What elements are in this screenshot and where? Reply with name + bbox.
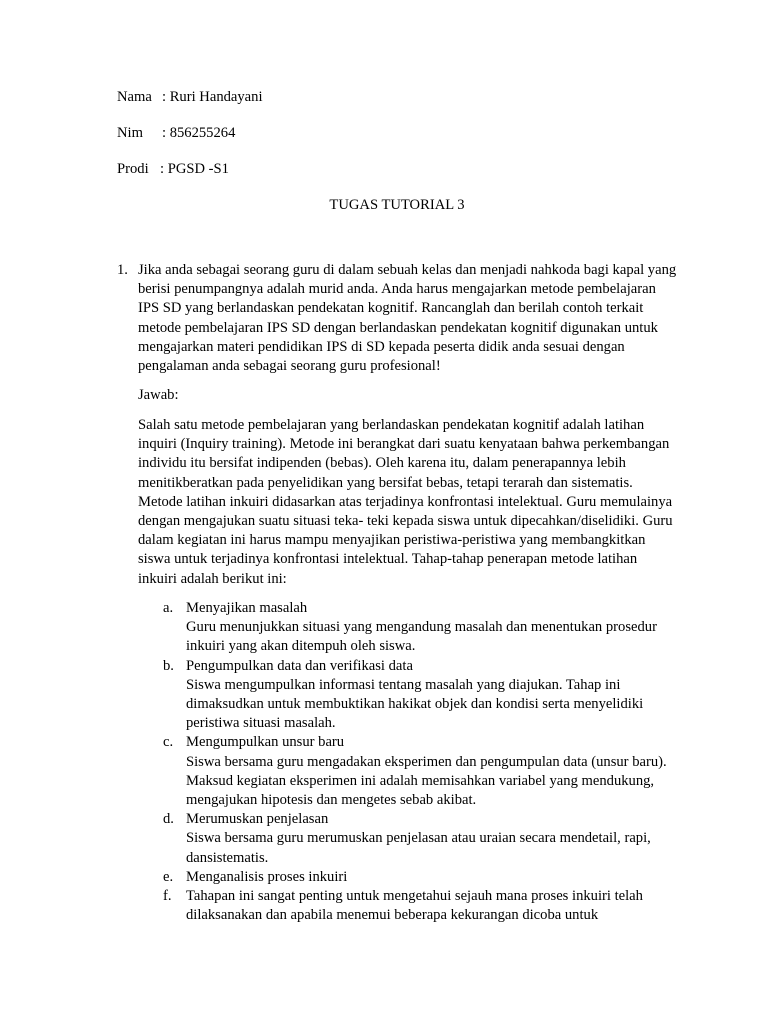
- list-marker: d.: [163, 811, 174, 828]
- list-marker: c.: [163, 734, 174, 751]
- list-marker: e.: [163, 868, 174, 885]
- list-item-title: Pengumpulkan data dan verifikasi data: [186, 657, 413, 674]
- prodi-value: : PGSD -S1: [160, 161, 229, 177]
- list-item-title: Merumuskan penjelasan: [186, 811, 329, 828]
- list-item-title: Menganalisis proses inkuiri: [186, 868, 348, 885]
- name-line: [117, 88, 263, 108]
- list-item-desc: Siswa bersama guru merumuskan penjelasan atau uraian secara mendetail, rapi, dansistematis.: [186, 830, 651, 866]
- list-item-desc: Siswa bersama guru mengadakan eksperimen dan pengumpulan data (unsur baru). Maksud kegiatan eksperimen ini adalah memisahkan variabel yang mendukung, mengajukan hipotesis dan mengetes sebab akibat.: [186, 753, 667, 809]
- list-item: [163, 868, 683, 887]
- nim-value: : 856255264: [162, 125, 236, 141]
- prodi-label: Prodi: [117, 161, 149, 177]
- list-item-title: Tahapan ini sangat penting untuk mengetahui sejauh mana proses inkuiri telah dilaksanakan dan apabila menemui beberapa kekurangan dicoba untuk: [186, 888, 643, 924]
- question-number: 1.: [117, 262, 128, 278]
- list-item: [163, 599, 683, 657]
- list-item-desc: Siswa mengumpulkan informasi tentang masalah yang diajukan. Tahap ini dimaksudkan untuk membuktikan hakikat objek dan kondisi serta menyelidiki peristiwa situasi masalah.: [186, 676, 644, 732]
- list-item: [163, 810, 683, 868]
- name-value: : Ruri Handayani: [162, 89, 263, 105]
- list-marker: b.: [163, 657, 174, 674]
- list-item-title: Menyajikan masalah: [186, 600, 308, 616]
- answer-label: Jawab:: [138, 387, 179, 403]
- name-label: Nama: [117, 89, 152, 105]
- document-title: TUGAS TUTORIAL 3: [329, 197, 465, 213]
- steps-list: [163, 599, 683, 925]
- answer-paragraph: Salah satu metode pembelajaran yang berlandaskan pendekatan kognitif adalah latihan inquiri (Inquiry training). Metode ini berangkat dari suatu kenyataan bahwa perkembangan individu itu bersifat indipenden (bebas). Oleh karena itu, dalam penerapannya lebih menitikberatkan pada penyelidikan yang bersifat bebas, tetapi terarah dan sistematis. Metode latihan inkuiri didasarkan atas terjadinya konfrontasi intelektual. Guru memulainya dengan mengajukan suatu situasi teka- teki kepada siswa untuk dipecahkan/diselidiki. Guru dalam kegiatan ini harus mampu menyajikan peristiwa-peristiwa yang membangkitkan siswa untuk terjadinya konfrontasi intelektual. Tahap-tahap penerapan metode latihan inkuiri adalah berikut ini:: [138, 417, 673, 587]
- list-marker: f.: [163, 888, 172, 905]
- list-item-desc: Guru menunjukkan situasi yang mengandung masalah dan menentukan prosedur inkuiri yang akan ditempuh oleh siswa.: [186, 619, 657, 655]
- list-marker: a.: [163, 600, 174, 616]
- list-item-title: Mengumpulkan unsur baru: [186, 734, 345, 751]
- list-item: [163, 887, 683, 925]
- prodi-line: [117, 160, 229, 180]
- nim-label: Nim: [117, 125, 143, 141]
- nim-line: [117, 124, 236, 144]
- list-item: [163, 657, 683, 734]
- list-item: [163, 733, 683, 810]
- question-text: Jika anda sebagai seorang guru di dalam sebuah kelas dan menjadi nahkoda bagi kapal yang berisi penumpangnya adalah murid anda. Anda harus mengajarkan metode pembelajaran IPS SD yang berlandaskan pendekatan kognitif. Rancanglah dan berilah contoh terkait metode pembelajaran IPS SD dengan berlandaskan pendekatan kognitif digunakan untuk mengajarkan materi pendidikan IPS di SD kepada peserta didik anda sesuai dengan pengalaman anda sebagai seorang guru profesional!: [138, 262, 677, 375]
